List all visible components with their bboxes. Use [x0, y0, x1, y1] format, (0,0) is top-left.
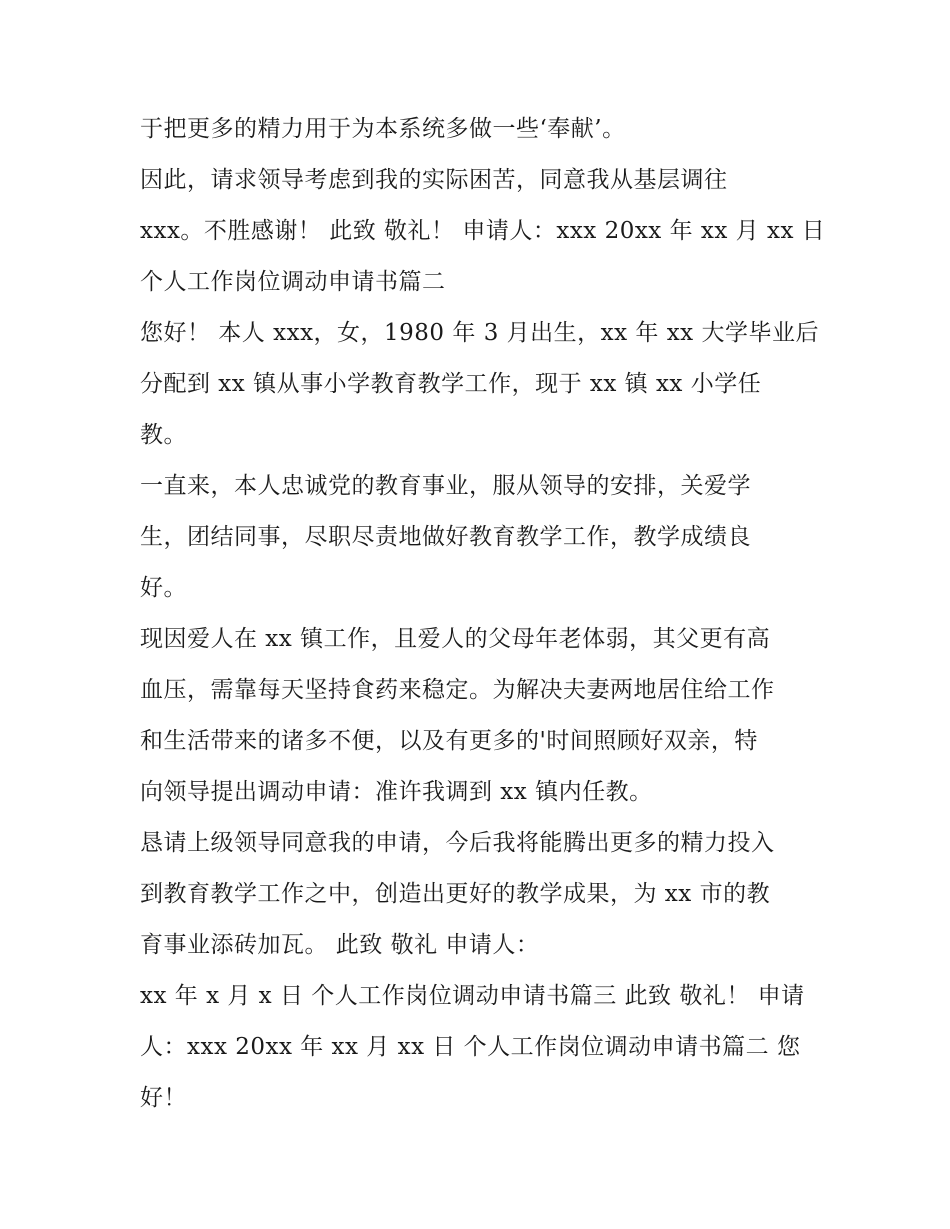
- text-line: xxx。不胜感谢！ 此致 敬礼！ 申请人：xxx 20xx 年 xx 月 xx 日: [140, 218, 826, 244]
- text-line: 恳请上级领导同意我的申请，今后我将能腾出更多的精力投入: [140, 830, 775, 856]
- document-body: [140, 104, 826, 1124]
- text-line: xx 年 x 月 x 日 个人工作岗位调动申请书篇三 此致 敬礼！ 申请: [140, 983, 805, 1009]
- text-line: 您好！ 本人 xxx，女，1980 年 3 月出生，xx 年 xx 大学毕业后: [140, 320, 819, 346]
- text-line: 和生活带来的诸多不便，以及有更多的'时间照顾好双亲，特: [140, 728, 758, 754]
- text-line: 现因爱人在 xx 镇工作，且爱人的父母年老体弱，其父更有高: [140, 626, 771, 652]
- text-line: 好。: [140, 575, 187, 601]
- text-line: 因此，请求领导考虑到我的实际困苦，同意我从基层调往: [140, 167, 728, 193]
- text-line: 一直来，本人忠诚党的教育事业，服从领导的安排，关爱学: [140, 473, 751, 499]
- text-line: 生，团结同事，尽职尽责地做好教育教学工作，教学成绩良: [140, 524, 751, 550]
- text-line: 人：xxx 20xx 年 xx 月 xx 日 个人工作岗位调动申请书篇二 您: [140, 1034, 801, 1060]
- text-line: 于把更多的精力用于为本系统多做一些‘奉献’。: [140, 116, 626, 142]
- text-line: 到教育教学工作之中，创造出更好的教学成果，为 xx 市的教: [140, 881, 771, 907]
- text-line: 血压，需靠每天坚持食药来稳定。为解决夫妻两地居住给工作: [140, 677, 775, 703]
- text-line: 育事业添砖加瓦。 此致 敬礼 申请人：: [140, 932, 540, 958]
- text-line: 好！: [140, 1085, 187, 1111]
- text-line: 教。: [140, 422, 187, 448]
- text-line: 分配到 xx 镇从事小学教育教学工作，现于 xx 镇 xx 小学任: [140, 371, 762, 397]
- text-line: 向领导提出调动申请：准许我调到 xx 镇内任教。: [140, 779, 653, 805]
- section-heading: 个人工作岗位调动申请书篇二: [140, 269, 446, 295]
